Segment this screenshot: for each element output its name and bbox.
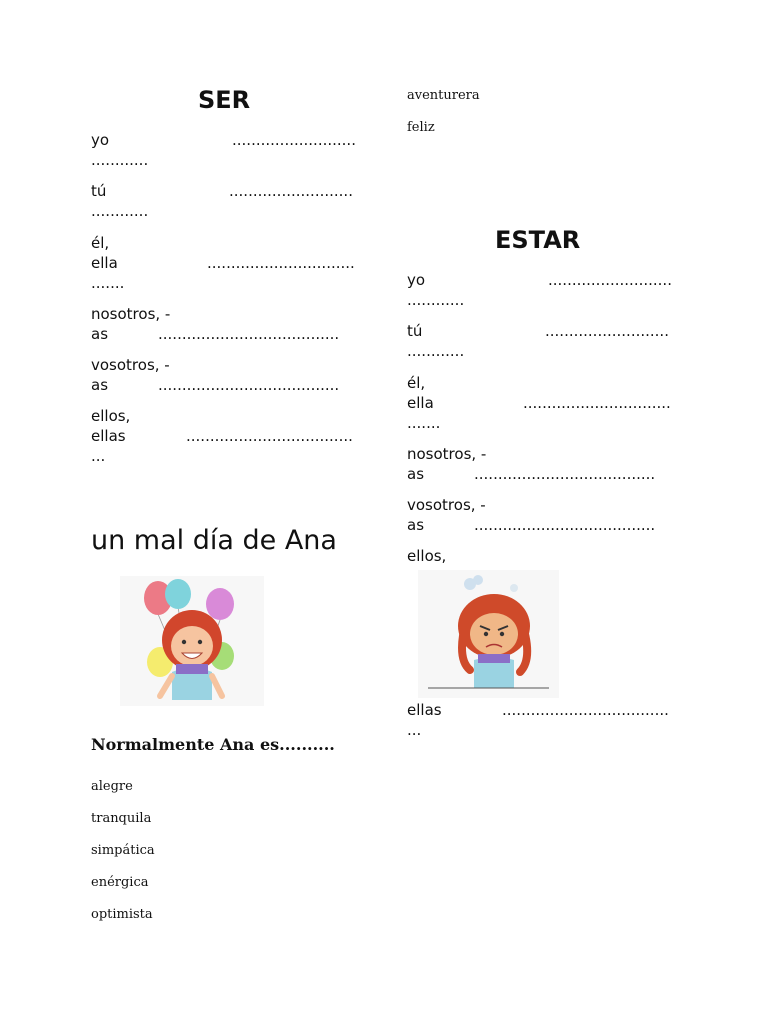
- estar-pronoun: yo: [407, 271, 426, 289]
- estar-pronoun: ellas: [407, 701, 442, 719]
- ser-pronoun: tú: [91, 182, 107, 200]
- estar-blank[interactable]: ......................................: [474, 516, 656, 534]
- happy-girl-image: [120, 576, 264, 706]
- ser-row-nosotros: [91, 304, 371, 344]
- ser-blank-cont: ...: [91, 447, 106, 465]
- ser-title: SER: [198, 86, 251, 114]
- estar-title: ESTAR: [495, 226, 581, 254]
- ser-blank[interactable]: ...................................: [186, 427, 353, 445]
- ser-row-ellos: [91, 406, 371, 466]
- estar-blank-cont: ............: [407, 342, 465, 360]
- adjective-item: feliz: [407, 120, 435, 135]
- ser-blank[interactable]: ...............................: [207, 254, 355, 272]
- adjective-item: simpática: [91, 843, 155, 858]
- ser-blank[interactable]: ......................................: [158, 376, 340, 394]
- adjective-item: optimista: [91, 907, 153, 922]
- happy-girl-illustration-icon: [120, 576, 264, 706]
- ser-row-vosotros: [91, 355, 371, 395]
- estar-pronoun: ellos,: [407, 547, 447, 565]
- ser-pronoun-2: as: [91, 376, 109, 394]
- ser-pronoun: nosotros, -: [91, 305, 171, 323]
- ser-row-yo: [91, 130, 371, 170]
- estar-blank-cont: .......: [407, 414, 441, 432]
- ser-blank-cont: .......: [91, 274, 125, 292]
- ser-blank-cont: ............: [91, 202, 149, 220]
- estar-blank-cont: ...: [407, 721, 422, 739]
- estar-pronoun: nosotros, -: [407, 445, 487, 463]
- estar-row-el: [407, 373, 687, 433]
- estar-pronoun-2: ella: [407, 394, 434, 412]
- ser-row-tu: [91, 181, 371, 221]
- grumpy-girl-image: [418, 570, 559, 698]
- ser-pronoun-2: ella: [91, 254, 118, 272]
- ser-row-el: [91, 233, 371, 293]
- estar-pronoun: él,: [407, 374, 426, 392]
- estar-blank[interactable]: ......................................: [474, 465, 656, 483]
- estar-row-ellos: [407, 546, 687, 566]
- adjective-item: aventurera: [407, 88, 480, 103]
- estar-row-ellas: [407, 700, 687, 740]
- ser-pronoun: él,: [91, 234, 110, 252]
- estar-pronoun: tú: [407, 322, 423, 340]
- ser-pronoun-2: as: [91, 325, 109, 343]
- adjective-item: enérgica: [91, 875, 149, 890]
- estar-row-nosotros: [407, 444, 687, 484]
- adjective-item: tranquila: [91, 811, 152, 826]
- ser-pronoun-2: ellas: [91, 427, 126, 445]
- estar-pronoun-2: as: [407, 516, 425, 534]
- estar-row-vosotros: [407, 495, 687, 535]
- ser-blank[interactable]: ..........................: [232, 131, 356, 149]
- ser-pronoun: ellos,: [91, 407, 131, 425]
- estar-blank[interactable]: ..........................: [545, 322, 669, 340]
- ser-pronoun: yo: [91, 131, 110, 149]
- ser-blank[interactable]: ..........................: [229, 182, 353, 200]
- story-title: un mal día de Ana: [91, 525, 337, 556]
- estar-row-yo: [407, 270, 687, 310]
- grumpy-girl-illustration-icon: [418, 570, 559, 698]
- ser-blank[interactable]: ......................................: [158, 325, 340, 343]
- estar-blank[interactable]: ...............................: [523, 394, 671, 412]
- ser-pronoun: vosotros, -: [91, 356, 170, 374]
- estar-blank[interactable]: ..........................: [548, 271, 672, 289]
- adjective-item: alegre: [91, 779, 133, 794]
- story-subtitle: Normalmente Ana es..........: [91, 735, 335, 754]
- estar-row-tu: [407, 321, 687, 361]
- ser-blank-cont: ............: [91, 151, 149, 169]
- estar-blank-cont: ............: [407, 291, 465, 309]
- estar-pronoun: vosotros, -: [407, 496, 486, 514]
- estar-pronoun-2: as: [407, 465, 425, 483]
- estar-blank[interactable]: ...................................: [502, 701, 669, 719]
